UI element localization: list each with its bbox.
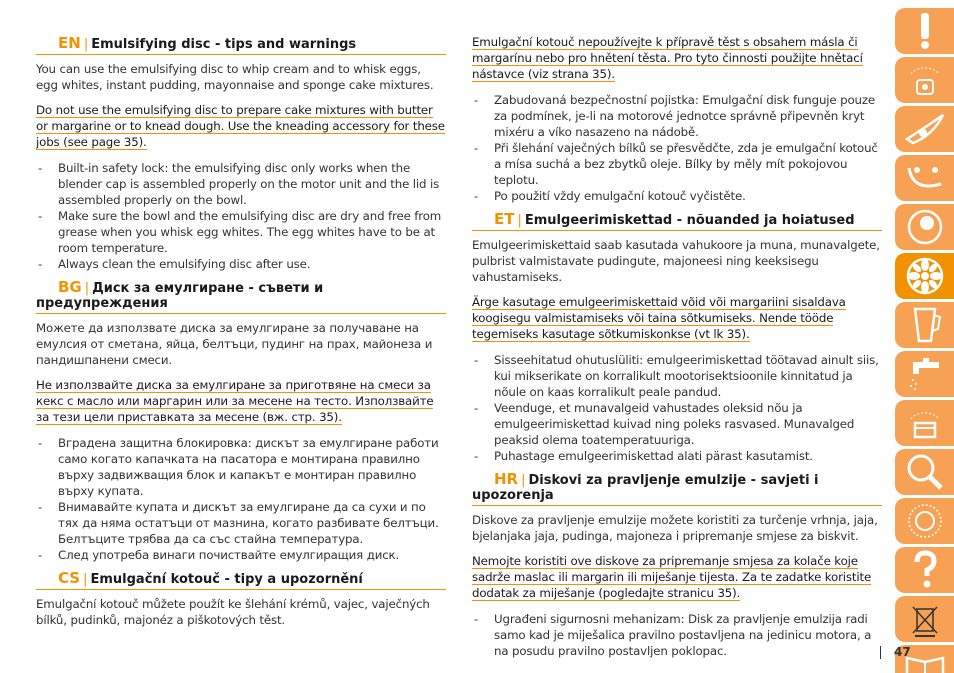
- list-item: - Puhastage emulgeerimiskettad alati pärast kasutamist.: [472, 448, 882, 464]
- list-item: - Built-in safety lock: the emulsifying disc only works when the blender cap is assembled properly on the motor unit and the lid is assembled properly on the bowl.: [36, 160, 446, 208]
- tab-storage[interactable]: [895, 400, 954, 446]
- section-title-cs: Emulgační kotouč - tipy a upozornění: [90, 572, 363, 587]
- list-item: - Zabudovaná bezpečnostní pojistka: Emulgační disk funguje pouze za podmínek, je-li na motorové jednotce správně připevněn kryt mixéru a víko nasazeno na nádobě.: [472, 92, 882, 140]
- warning-cs: Emulgační kotouč nepoužívejte k přípravě těst s obsahem másla či margarínu nebo pro hnětení těsta. Pro tyto činnosti použijte hnětací nástavce (viz strana 35).: [472, 35, 863, 81]
- tab-grating-disc[interactable]: [895, 204, 954, 250]
- section-heading-cs: CS | Emulgační kotouč - tipy a upozornění: [36, 569, 446, 590]
- tab-blender[interactable]: [895, 302, 954, 348]
- page-number: 47: [894, 645, 911, 659]
- tab-slicing-disc[interactable]: [895, 155, 954, 201]
- bullet-list-en: [36, 160, 446, 272]
- storage-box-icon: [903, 403, 947, 443]
- list-item: - Внимавайте купата и дискът за емулгиране да са сухи и по тях да няма остатъци от мазнина, когато разбивате белтъци. Белтъците трябва да са със стайна температура.: [36, 499, 446, 547]
- tab-warnings[interactable]: [895, 8, 954, 54]
- list-item: - Make sure the bowl and the emulsifying disc are dry and free from grease when you whisk egg whites. The egg whites have to be at room temperature.: [36, 208, 446, 256]
- section-heading-hr: HR | Diskovi za pravljenje emulzije - savjeti i upozorenja: [472, 470, 882, 506]
- warning-bg: Не използвайте диска за емулгиране за приготвяне на смеси за кекс с масло или маргарин или за месене на тесто. Използвайте за тези цели приставката за месене (вж. стр. 35).: [36, 378, 434, 424]
- section-title-et: Emulgeerimiskettad - nõuanded ja hoiatused: [524, 213, 855, 228]
- list-item: - Always clean the emulsifying disc after use.: [36, 256, 446, 272]
- section-heading-bg: BG | Диск за емулгиране - съвети и предупреждения: [36, 278, 446, 314]
- list-item: - Po použití vždy emulgační kotouč vyčistěte.: [472, 188, 882, 204]
- emulsifying-disc-icon: [903, 256, 947, 296]
- list-item: - Při šlehání vaječných bílků se přesvědčte, zda je emulgační kotouč a mísa suchá a bez zbytků oleje. Bílky by měly mít pokojovou teplotu.: [472, 140, 882, 188]
- slicing-disc-icon: [903, 158, 947, 198]
- left-column: [36, 34, 446, 637]
- intro-en: You can use the emulsifying disc to whip cream and to whisk eggs, egg whites, instant pudding, mayonnaise and sponge cake mixtures.: [36, 62, 434, 92]
- section-title-en: Emulsifying disc - tips and warnings: [91, 37, 357, 52]
- list-item: - Вградена защитна блокировка: дискът за емулгиране работи само когато капачката на пасатора е монтирана правилно върху задвижващия блок и капакът е монтиран правилно върху купата.: [36, 435, 446, 499]
- section-title-hr: Diskovi za pravljenje emulzije - savjeti i upozorenja: [472, 473, 819, 503]
- intro-bg: Можете да използвате диска за емулгиране за получаване на емулсия от сметана, яйца, белтъци, пудинг на прах, майонеза и пандишпанени смеси.: [36, 321, 433, 367]
- blender-jar-icon: [903, 305, 947, 345]
- intro-et: Emulgeerimiskettaid saab kasutada vahukoore ja muna, munavalgete, pulbrist valmistavate pudingute, majoneesi ning keeksisegu vahustamiseks.: [472, 238, 880, 284]
- section-heading-en: EN | Emulsifying disc - tips and warnings: [36, 34, 446, 55]
- chapter-tabs-sidebar: [895, 8, 954, 673]
- bullet-list-hr: [472, 611, 882, 659]
- tab-cleaning[interactable]: [895, 351, 954, 397]
- tab-click-and-go[interactable]: [895, 57, 954, 103]
- bullet-list-bg: [36, 435, 446, 563]
- section-title-bg: Диск за емулгиране - съвети и предупреждения: [36, 281, 324, 311]
- tab-knife-blade[interactable]: [895, 106, 954, 152]
- bullet-list-cs: [472, 92, 882, 204]
- lang-code-cs: CS: [58, 569, 81, 587]
- lang-code-en: EN: [58, 34, 81, 52]
- tab-environment[interactable]: [895, 596, 954, 642]
- grating-disc-icon: [903, 207, 947, 247]
- list-item: - Ugrađeni sigurnosni mehanizam: Disk za pravljenje emulzija radi samo kad je miješalica pravilno postavljena na jedinicu motora, a na posudu pravilno postavljen poklopac.: [472, 611, 882, 659]
- intro-cs: Emulgační kotouč můžete použít ke šlehání krémů, vajec, vaječných bílků, pudinků, majonéz a piškotových těst.: [36, 597, 430, 627]
- tap-cleaning-icon: [903, 354, 947, 394]
- tab-guarantee[interactable]: [895, 498, 954, 544]
- warning-hr: Nemojte koristiti ove diskove za pripremanje smjesa za kolače koje sadrže maslac ili margarin ili miješanje tijesta. Za te zadatke koristite dodatak za miješanje (pogledajte stranicu 35).: [472, 554, 872, 600]
- list-item: - След употреба винаги почиствайте емулгиращия диск.: [36, 547, 446, 563]
- disposal-bin-icon: [903, 599, 947, 639]
- question-mark-icon: [903, 550, 947, 590]
- lang-code-hr: HR: [494, 470, 519, 488]
- tab-troubleshooting[interactable]: [895, 449, 954, 495]
- knife-blade-icon: [903, 109, 947, 149]
- warning-en: Do not use the emulsifying disc to prepare cake mixtures with butter or margarine or to knead dough. Use the kneading accessory for these jobs (see page 35).: [36, 103, 445, 149]
- right-column: [472, 34, 882, 665]
- intro-hr: Diskove za pravljenje emulzije možete koristiti za turčenje vrhnja, jaja, bjelanjaka jaja, pudinga, majoneza i pripremanje smjese za biskvit.: [472, 513, 878, 543]
- list-item: - Sisseehitatud ohutuslüliti: emulgeerimiskettad töötavad ainult siis, kui mikserikate on korralikult mootorisektsioonile kinnitatud ja nõule on kaas korralikult peale pandud.: [472, 352, 882, 400]
- tab-faq[interactable]: [895, 547, 954, 593]
- tab-emulsifying-disc[interactable]: [895, 253, 954, 299]
- warning-et: Ärge kasutage emulgeerimiskettaid võid või margariini sisaldava koogisegu valmistamiseks või taina sõtkumiseks. Nende tööde tegemiseks kasutage sõtkumiskonkse (vt lk 35).: [472, 295, 846, 341]
- section-heading-et: ET | Emulgeerimiskettad - nõuanded ja hoiatused: [472, 210, 882, 231]
- worldwide-guarantee-icon: [903, 501, 947, 541]
- list-item: - Veenduge, et munavalgeid vahustades oleksid nõu ja emulgeerimiskettad kuivad ning poleks rasvased. Munavalged peaksid olema toatemperatuuriga.: [472, 400, 882, 448]
- lang-code-bg: BG: [58, 278, 82, 296]
- lang-code-et: ET: [494, 210, 515, 228]
- bullet-list-et: [472, 352, 882, 464]
- click-and-go-icon: [903, 60, 947, 100]
- exclamation-icon: [903, 11, 947, 51]
- magnifier-icon: [903, 452, 947, 492]
